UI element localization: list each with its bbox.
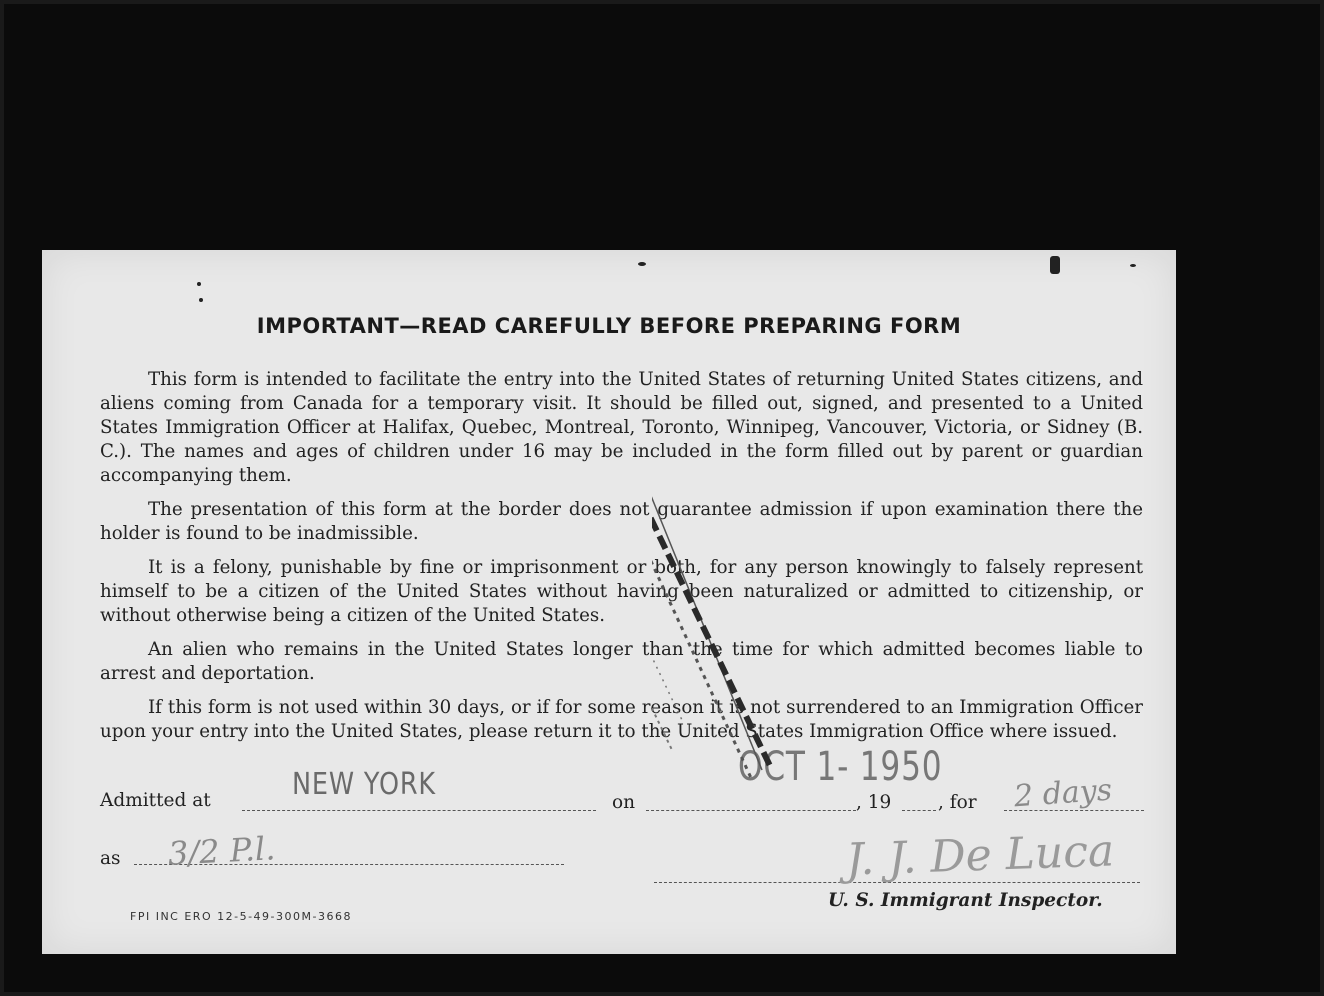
paragraph-text: The presentation of this form at the border does not guarantee admission if upon examination there the holder is found to be inadmissible. (100, 499, 1143, 544)
paragraph-text: It is a felony, punishable by fine or imprisonment or both, for any person knowingly to falsely represent himself to be a citizen of the United States without having been naturalized or admitted to citizenship, or without otherwise being a citizen of the United States. (100, 557, 1143, 626)
date-line (646, 810, 856, 811)
form-code: FPI INC ERO 12-5-49-300M-3668 (130, 910, 352, 923)
paragraph-text: This form is intended to facilitate the entry into the United States of returning United States citizens, and aliens coming from Canada for a temporary visit. It should be filled out, signed, and presented to a United States Immigration Officer at Halifax, Quebec, Montreal, Toronto, Winnipeg, Vancouver, Victoria, or Sidney (B. C.). The names and ages of children under 16 may be included in the form filled out by parent or guardian accompanying them. (100, 369, 1143, 486)
form-title: IMPORTANT—READ CAREFULLY BEFORE PREPARING FORM (256, 314, 962, 338)
paragraph-return (100, 696, 1143, 744)
as-label-text: as (100, 848, 121, 869)
paragraph-border (100, 498, 1143, 546)
paragraph-text: An alien who remains in the United States longer than the time for which admitted becomes liable to arrest and deportation. (100, 639, 1143, 684)
paragraph-felony (100, 556, 1143, 628)
diagonal-entry-stamp (652, 480, 912, 780)
dust-speck (1130, 264, 1136, 267)
pencil-mark (652, 480, 762, 770)
dust-speck (1050, 256, 1060, 274)
inspector-title: U. S. Immigrant Inspector. (828, 890, 1103, 911)
year-label (856, 792, 891, 813)
admitted-label-text: Admitted at (100, 790, 211, 811)
dust-speck (199, 298, 203, 302)
inspector-signature: J. J. De Luca (845, 825, 1115, 886)
on-label (612, 792, 635, 813)
as-label (100, 848, 121, 869)
admitted-at-stamp: NEW YORK (292, 767, 437, 802)
admitted-at-line (242, 810, 596, 811)
paragraph-alien (100, 638, 1143, 686)
year-prefix-text: , 19 (856, 792, 892, 813)
for-handwriting: 2 days (1012, 772, 1114, 815)
paragraph-text: If this form is not used within 30 days, or if for some reason it is not surrendered to an Immigration Officer upon your entry into the United States, please return it to the United States Immigration Office where issued. (100, 697, 1143, 742)
dust-speck (638, 262, 646, 266)
admitted-at-label (100, 790, 211, 811)
for-label-text: , for (938, 792, 977, 813)
stamp-bar (652, 500, 772, 770)
for-label (938, 792, 977, 813)
immigration-form-card (42, 250, 1176, 954)
paragraph-purpose (100, 368, 1143, 488)
as-handwriting: 3/2 P.l. (167, 829, 277, 873)
date-stamp: OCT 1- 1950 (738, 744, 943, 790)
on-label-text: on (612, 792, 636, 813)
year-line (902, 810, 936, 811)
dust-speck (197, 282, 201, 286)
